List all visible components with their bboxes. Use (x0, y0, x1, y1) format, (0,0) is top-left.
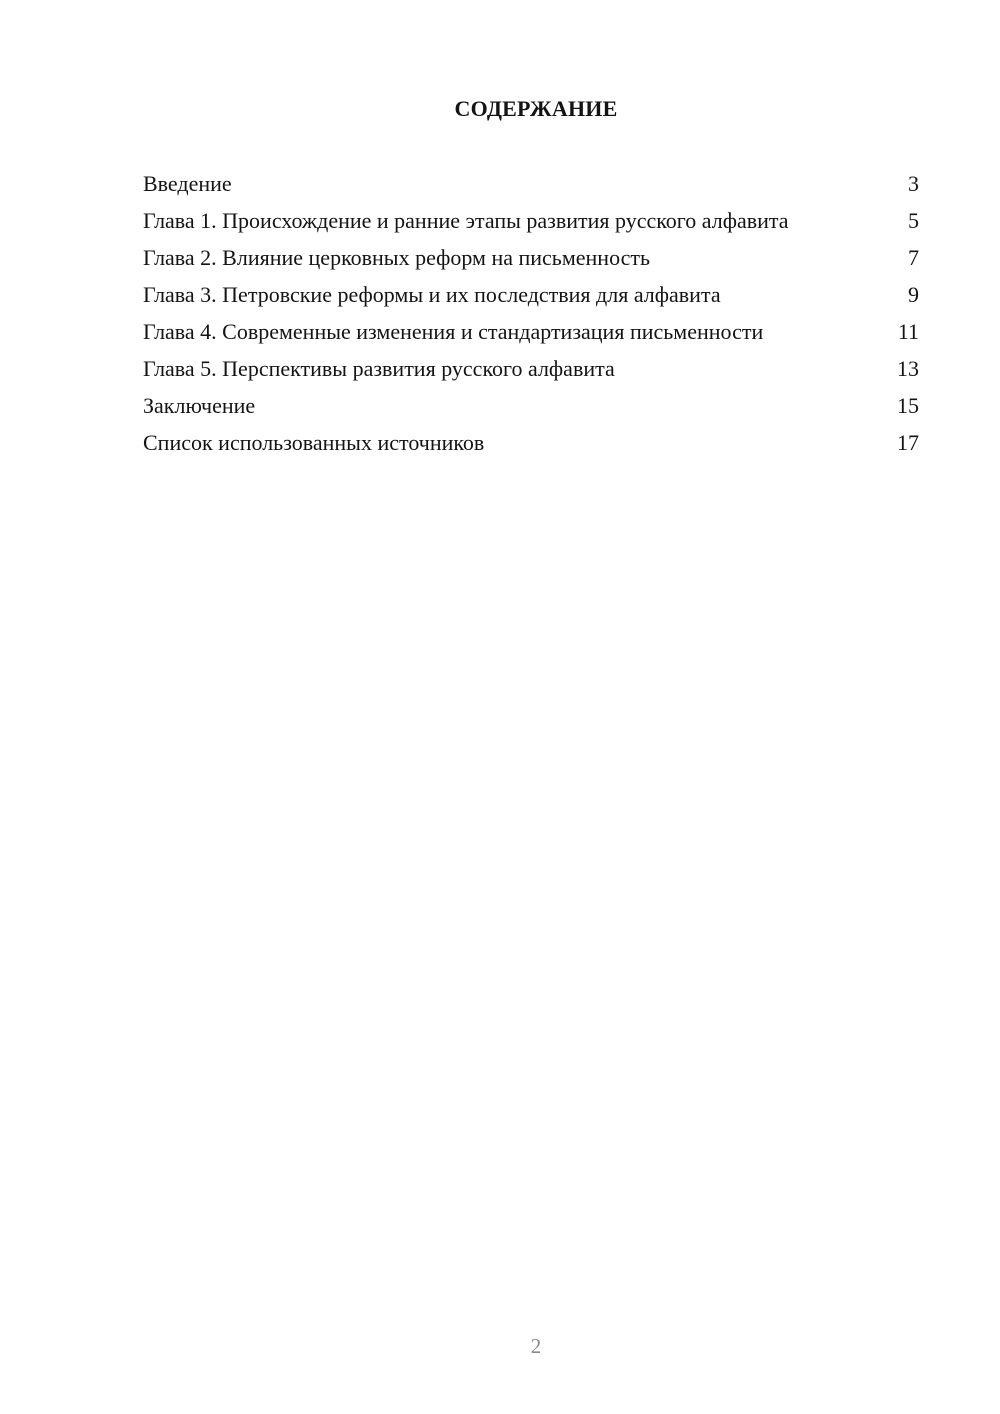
toc-entry (143, 355, 919, 382)
toc-entry (143, 244, 919, 271)
toc-entry-page: 13 (897, 356, 919, 381)
toc-entry-title: Глава 1. Происхождение и ранние этапы развития русского алфавита (143, 208, 789, 233)
toc-entry-page: 7 (908, 245, 919, 270)
toc-entry-page: 5 (908, 208, 919, 233)
toc-entry (143, 170, 919, 197)
toc-entry (143, 281, 919, 308)
toc-entry-page: 3 (908, 171, 919, 196)
toc-entry-title: Заключение (143, 393, 256, 418)
toc-entry-page: 9 (908, 282, 919, 307)
toc-entry-title: Введение (143, 171, 232, 196)
toc-entry-page: 15 (897, 393, 919, 418)
toc-entry-title: Список использованных источников (143, 430, 485, 455)
toc-entry (143, 429, 919, 456)
toc-entry (143, 392, 919, 419)
page-title: СОДЕРЖАНИЕ (454, 96, 618, 121)
toc-entry (143, 318, 919, 345)
toc-entry (143, 207, 919, 234)
toc-entry-title: Глава 4. Современные изменения и стандартизация письменности (143, 319, 764, 344)
toc-entry-page: 11 (897, 319, 919, 344)
toc-entry-page: 17 (897, 430, 919, 455)
toc-entry-title: Глава 5. Перспективы развития русского алфавита (143, 356, 615, 381)
toc-entry-title: Глава 3. Петровские реформы и их последствия для алфавита (143, 282, 721, 307)
table-of-contents (143, 170, 919, 466)
toc-entry-title: Глава 2. Влияние церковных реформ на письменность (143, 245, 651, 270)
page-number: 2 (530, 1334, 542, 1358)
